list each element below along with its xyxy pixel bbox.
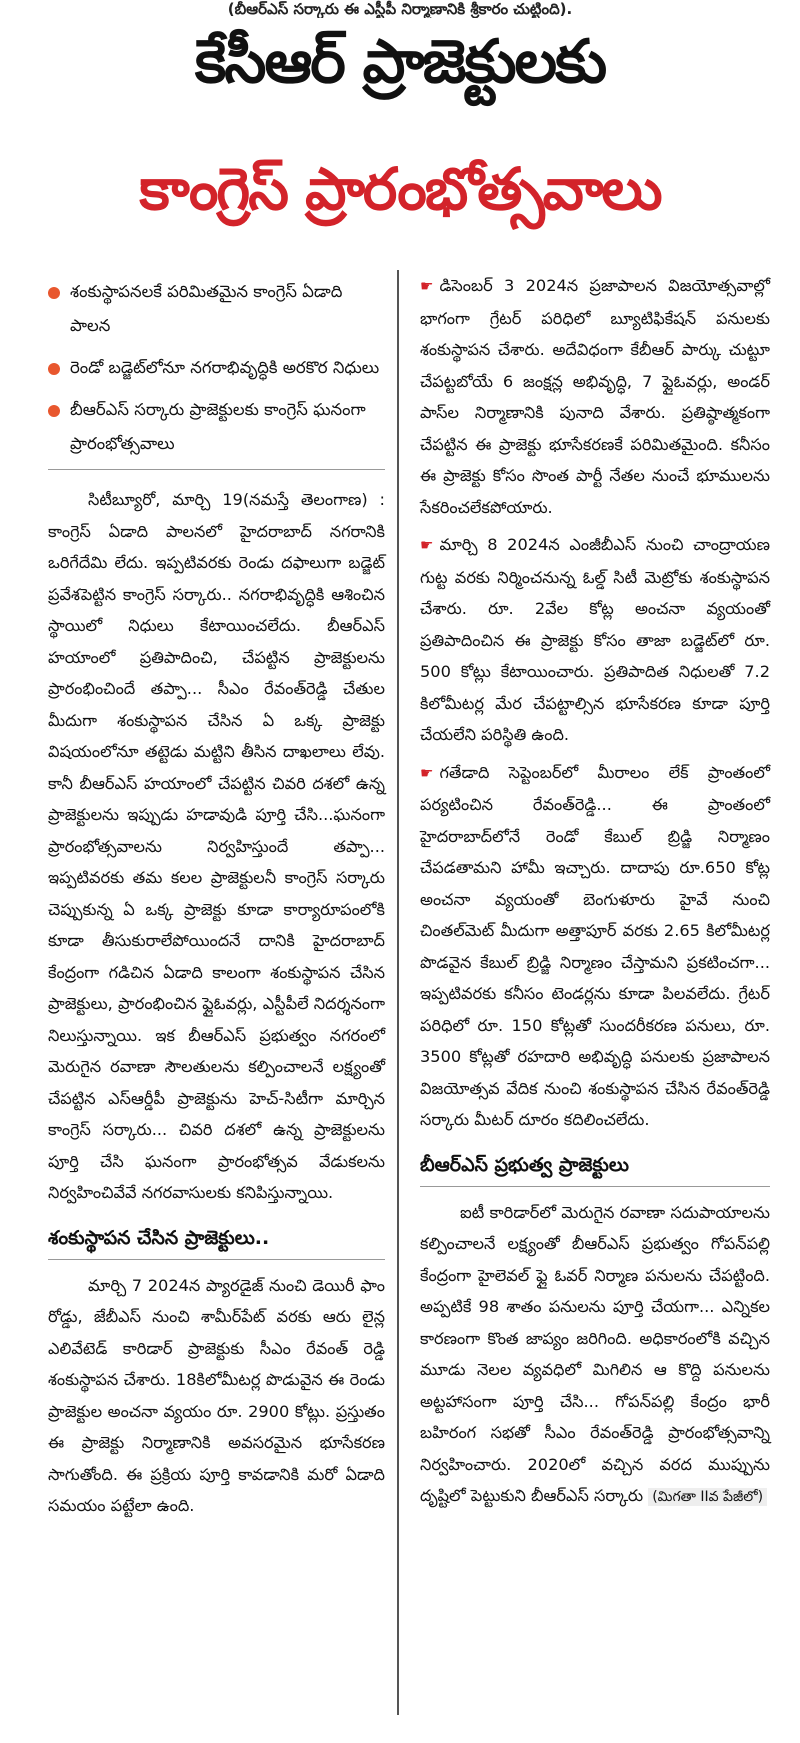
paragraph-gopanpally-flyover: ఐటీ కారిడార్‌లో మెరుగైన రవాణా సదుపాయాలను కల్పించాలనే లక్ష్యంతో బీఆర్ఎస్ ప్రభుత్వం గోపన్‌పల్లి కేంద్రంగా హైలెవల్ ఫ్లై ఓవర్ నిర్మాణ పనులను చేపట్టింది. అప్పటికే 98 శాతం పనులను పూర్తి చేయగా... ఎన్నికల కారణంగా కొంత జాప్యం జరిగింది. అధికారంలోకి వచ్చిన మూడు నెలల వ్యవధిలో మిగిలిన ఆ కొద్ది పనులను అట్టహాసంగా పూర్తి చేసి... గోపన్‌పల్లి కేంద్రం భారీ బహిరంగ సభతో సీఎం రేవంత్‌రెడ్డి ప్రారంభోత్సవాన్ని నిర్వహించారు. 2020లో వచ్చిన వరద ముప్పును దృష్టిలో పెట్టుకుని బీఆర్ఎస్ సర్కారు (మిగతా IIవ పేజీలో) xyxy=(420,1202,770,1505)
paragraph-cable-bridge: ☛ గతేడాది సెప్టెంబర్‌లో మీరాలం లేక్ ప్రాంతంలో పర్యటించిన రేవంత్‌రెడ్డి... ఈ ప్రాంతంలో హైదరాబాద్‌లోనే రెండో కేబుల్ బ్రిడ్జి నిర్మాణం చేపడతామని హామీ ఇచ్చారు. దాదాపు రూ.650 కోట్ల అంచనా వ్యయంతో బెంగుళూరు హైవే నుంచి చింతల్‌మెట్ మీదుగా అత్తాపూర్ వరకు 2.65 కిలోమీటర్ల పొడవైన కేబుల్ బ్రిడ్జి నిర్మాణం చేస్తామని ప్రకటించగా... ఇప్పటివరకు కనీసం టెండర్లను కూడా పిలవలేదు. గ్రేటర్ పరిధిలో రూ. 150 కోట్లతో సుందరీకరణ పనులు, రూ. 3500 కోట్లతో రహదారి అభివృద్ధి పనులకు ప్రజాపాలన విజయోత్సవ వేదిక నుంచి శంకుస్థాపన చేసిన రేవంత్‌రెడ్డి సర్కారు మీటర్ దూరం కదిలించలేదు. xyxy=(420,762,770,1129)
top-note: (బీఆర్ఎస్ సర్కారు ఈ ఎస్టీపీ నిర్మాణానికి శ్రీకారం చుట్టింది). xyxy=(227,0,573,18)
headline-line1: కేసీఆర్ ప్రాజెక్టులకు xyxy=(194,27,606,97)
intro-paragraph: సిటీబ్యూరో, మార్చి 19(నమస్తే తెలంగాణ) : కాంగ్రెస్ ఏడాది పాలనలో హైదరాబాద్ నగరానికి ఒరిగేదేమి లేదు. ఇప్పటివరకు రెండు దఫాలుగా బడ్జెట్ ప్రవేశపెట్టిన కాంగ్రెస్ సర్కారు.. నగరాభివృద్ధికి ఆశించిన స్థాయిలో నిధులు కేటాయించలేదు. బీఆర్ఎస్ హయాంలో ప్రతిపాదించి, చేపట్టిన ప్రాజెక్టులను ప్రారంభించిందే తప్పా... సీఎం రేవంత్‌రెడ్డి చేతుల మీదుగా శంకుస్థాపన చేసిన ఏ ఒక్క ప్రాజెక్టు విషయంలోనూ తట్టెడు మట్టిని తీసిన దాఖలాలు లేవు. కానీ బీఆర్ఎస్ హయాంలో చేపట్టిన చివరి దశలో ఉన్న ప్రాజెక్టులను ఇప్పుడు హడావుడి పూర్తి చేసి...ఘనంగా ప్రారంభోత్సవాలను నిర్వహిస్తుందే తప్పా... ఇప్పటివరకు తమ కలల ప్రాజెక్టులనీ కాంగ్రెస్ సర్కారు చెప్పుకున్న ఏ ఒక్క ప్రాజెక్టు కూడా కార్యారూపంలోకి కూడా తీసుకురాలేపోయిందనే దానికి హైదరాబాద్ కేంద్రంగా గడిచిన ఏడాది కాలంగా శంకుస్థాపన చేసిన ప్రాజెక్టులు, ప్రారంభించిన ఫ్లైఓవర్లు, ఎస్టీపీలే నిదర్శనంగా నిలుస్తున్నాయి. ఇక బీఆర్ఎస్ ప్రభుత్వం నగరంలో మెరుగైన రవాణా సౌలతులను కల్పించాలనే లక్ష్యంతో చేపట్టిన ఎస్ఆర్డీపీ ప్రాజెక్టును హెచ్-సిటీగా మార్చిన కాంగ్రెస్ సర్కారు... చివరి దశలో ఉన్న ప్రాజెక్టులను పూర్తి చేసి ఘనంగా ప్రారంభోత్సవ వేడుకలను నిర్వహించివేవే నగరవాసులకు కనిపిస్తున్నాయి. xyxy=(48,490,385,1202)
highlight-item: శంకుస్థాపనలకే పరిమితమైన కాంగ్రెస్ ఏడాది పాలన xyxy=(48,275,385,343)
paragraph-paradise-corridor: మార్చి 7 2024న ప్యారడైజ్ నుంచి డెయిరీ ఫాం రోడ్డు, జేబీఎస్ నుంచి శామీర్‌పేట్ వరకు ఆరు లైన్ల ఎలివేటెడ్ కారిడార్ ప్రాజెక్టుకు సీఎం రేవంత్ రెడ్డి శంకుస్థాపన చేశారు. 18కిలోమీటర్ల పొడువైన ఈ రెండు ప్రాజెక్టుల అంచనా వ్యయం రూ. 2900 కోట్లు. ప్రస్తుతం ఈ ప్రాజెక్టు నిర్మాణానికి అవసరమైన భూసేకరణ సాగుతోంది. ఈ ప్రక్రియ పూర్తి కావడానికి మరో ఏడాది సమయం పట్టేలా ఉంది. xyxy=(48,1275,385,1515)
headline-line2: కాంగ్రెస్ ప్రారంభోత్సవాలు xyxy=(139,155,661,223)
pointing-hand-icon: ☛ xyxy=(420,536,434,554)
subhead-foundation-projects: శంకుస్థాపన చేసిన ప్రాజెక్టులు.. xyxy=(48,1221,385,1260)
right-column xyxy=(420,270,770,1520)
bullet-dot-icon xyxy=(48,363,60,375)
left-column xyxy=(48,275,385,1528)
bullet-dot-icon xyxy=(48,405,60,417)
highlights-list xyxy=(48,275,385,461)
paragraph-december-beautification: ☛ డిసెంబర్ 3 2024న ప్రజాపాలన విజయోత్సవాల్లో భాగంగా గ్రేటర్ పరిధిలో బ్యూటిఫికేషన్ పనులకు శంకుస్థాపన చేశారు. అదేవిధంగా కేబీఆర్ పార్కు చుట్టూ చేపట్టబోయే 6 జంక్షన్ల అభివృద్ధి, 7 ఫ్లైఓవర్లు, అండర్ పాస్‌ల నిర్మాణానికి పునాది వేశారు. ప్రతిష్ఠాత్మకంగా చేపట్టిన ఈ ప్రాజెక్టు భూసేకరణకే పరిమితమైంది. కనీసం ఈ ప్రాజెక్టు కోసం సొంత పార్టీ నేతల నుంచే భూములను సేకరించలేకపోయారు. xyxy=(420,276,770,517)
continued-note: (మిగతా IIవ పేజీలో) xyxy=(648,1488,767,1506)
paragraph-old-city-metro: ☛ మార్చి 8 2024న ఎంజీబీఎస్ నుంచి చాంద్రాయణ గుట్ట వరకు నిర్మించనున్న ఓల్డ్ సిటీ మెట్రోకు శంకుస్థాపన చేశారు. రూ. 2వేల కోట్ల అంచనా వ్యయంతో ప్రతిపాదించిన ఈ ప్రాజెక్టు కోసం తాజా బడ్జెట్‌లో రూ. 500 కోట్లు కేటాయించారు. ప్రతిపాదిత నిధులతో 7.2 కిలోమీటర్ల మేర చేపట్టాల్సిన భూసేకరణ కూడా పూర్తి చేయలేని పరిస్థితి ఉంది. xyxy=(420,535,770,744)
highlight-item: బీఆర్ఎస్ సర్కారు ప్రాజెక్టులకు కాంగ్రెస్ ఘనంగా ప్రారంభోత్సవాలు xyxy=(48,393,385,461)
subhead-brs-projects: బీఆర్ఎస్ ప్రభుత్వ ప్రాజెక్టులు xyxy=(420,1148,770,1187)
pointing-hand-icon: ☛ xyxy=(420,277,434,295)
pointing-hand-icon: ☛ xyxy=(420,763,434,782)
bullet-dot-icon xyxy=(48,287,60,299)
section-rule xyxy=(48,469,385,470)
highlight-item: రెండో బడ్జెట్‌లోనూ నగరాభివృద్ధికి అరకొర నిధులు xyxy=(48,351,385,385)
column-divider xyxy=(397,270,399,1715)
